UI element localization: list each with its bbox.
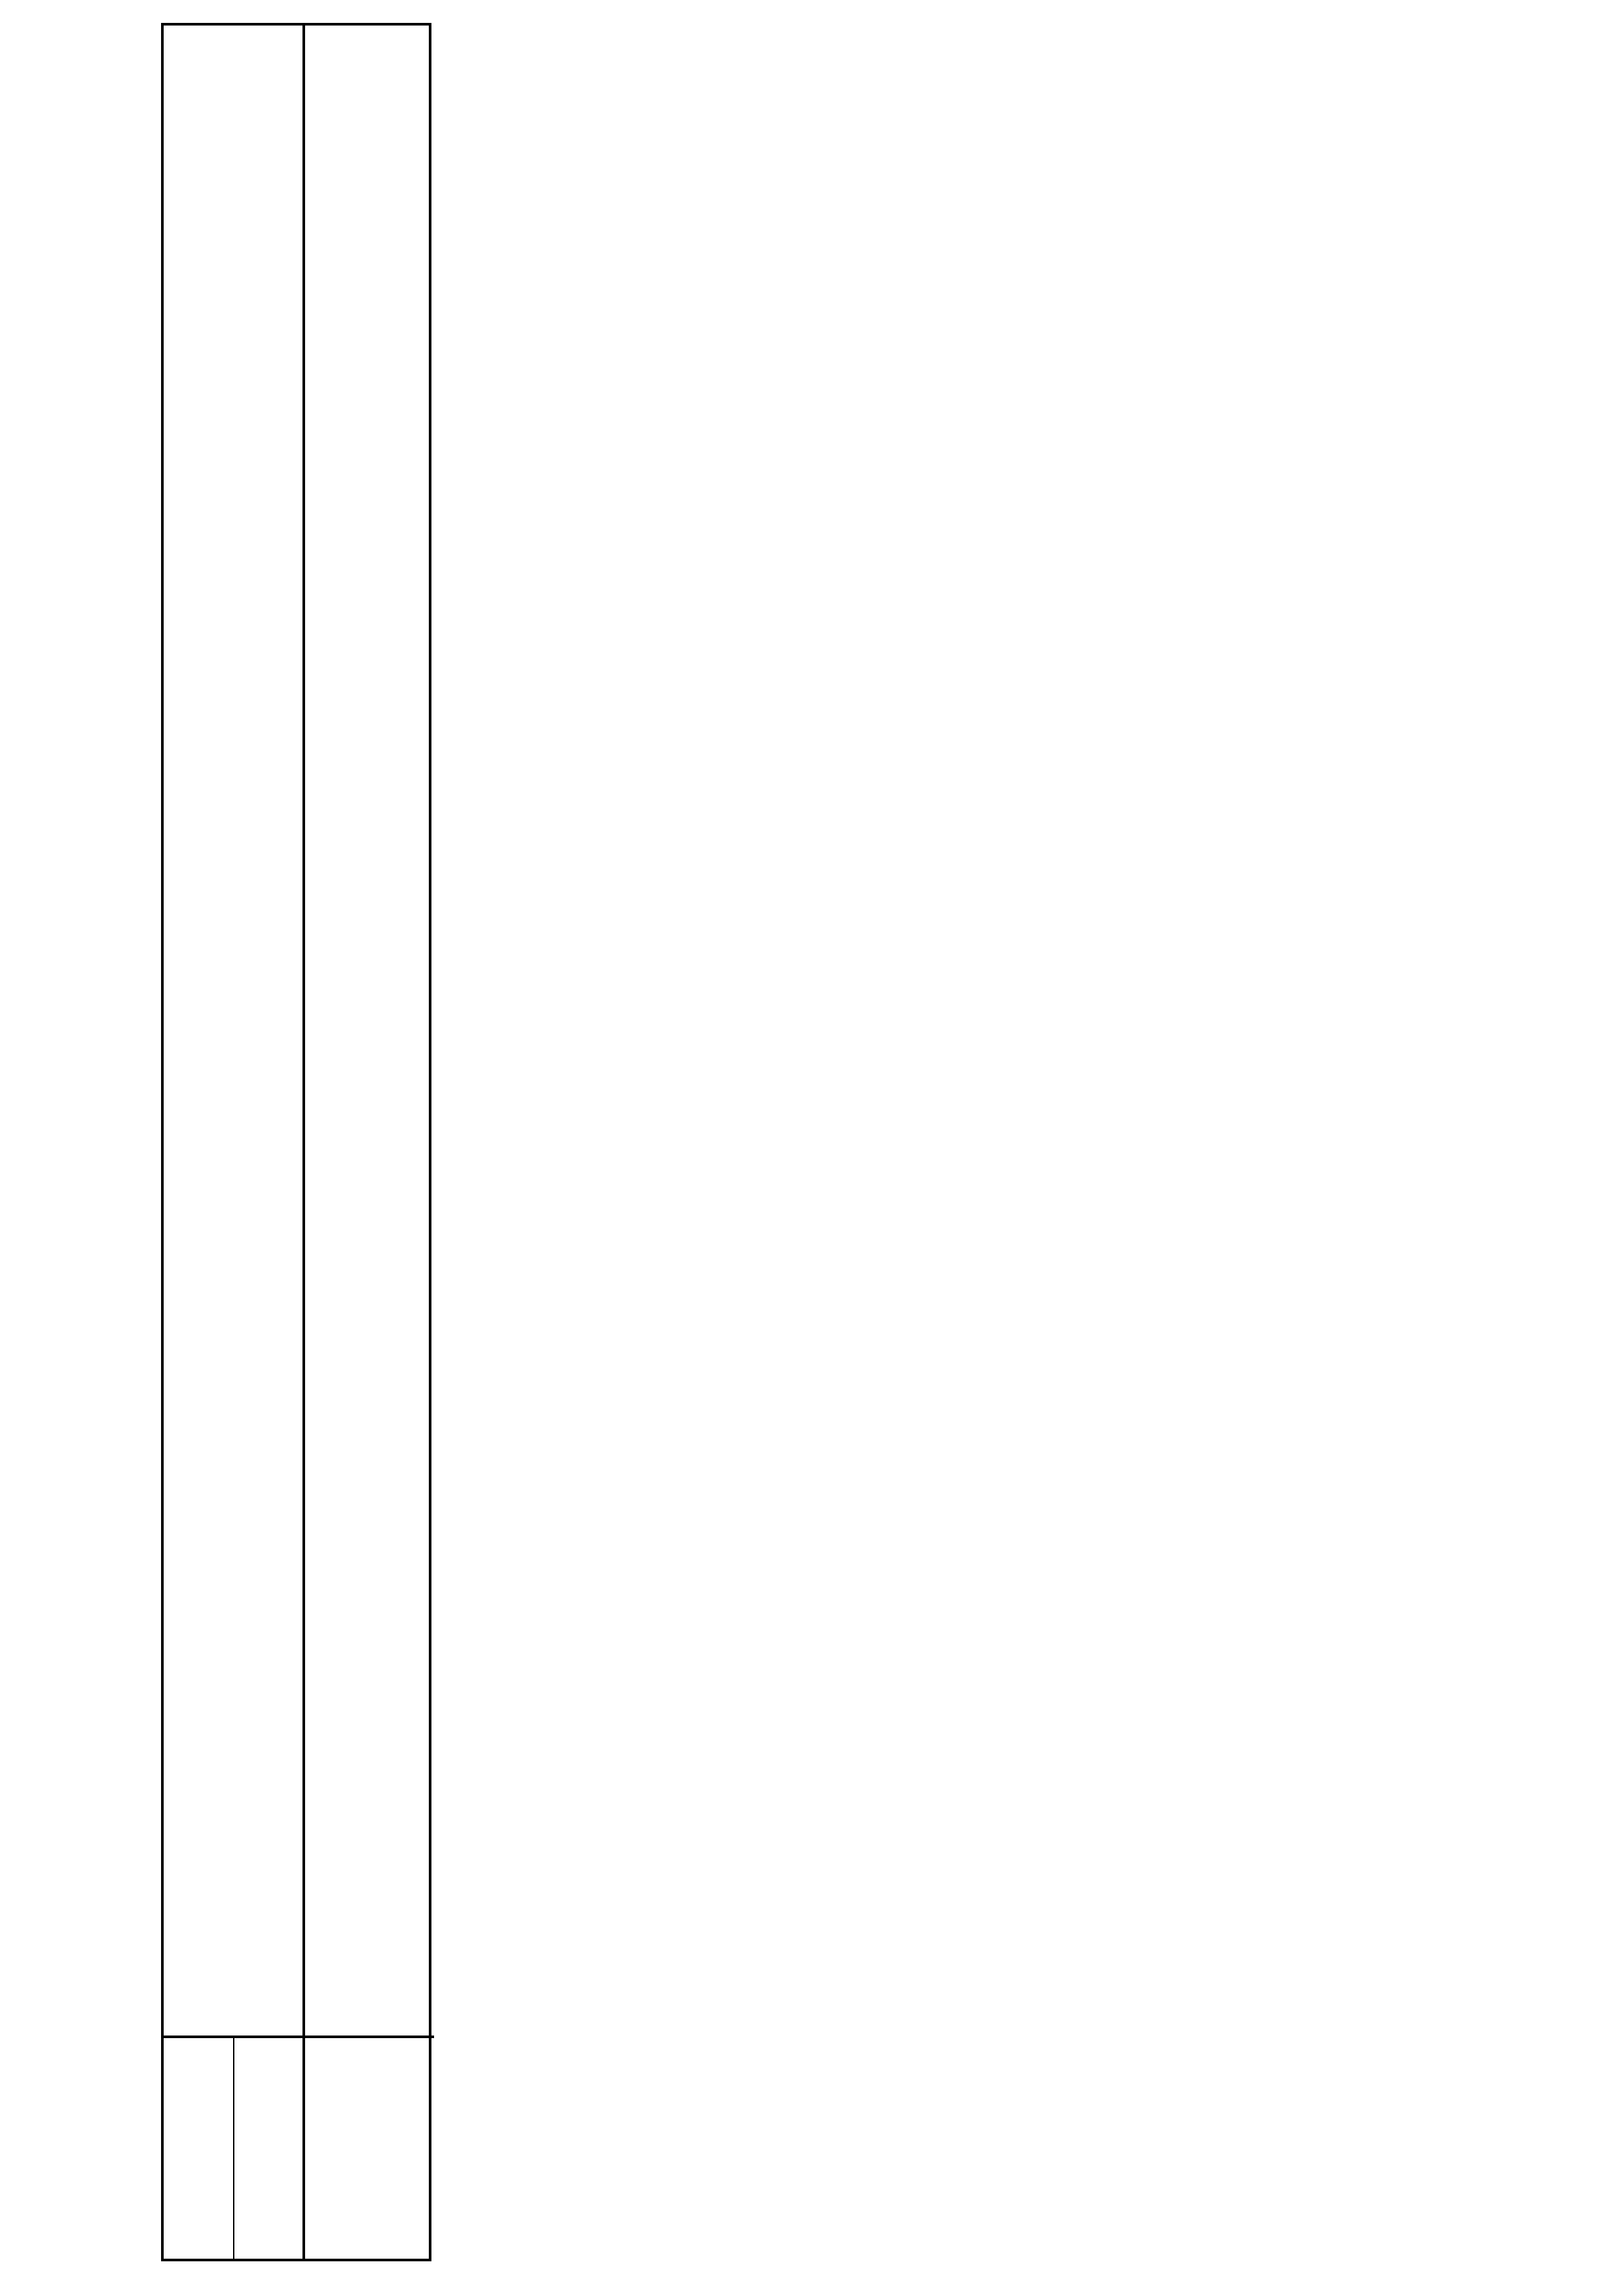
period-number-row [233, 2036, 302, 2259]
corner-cell-lower [234, 2036, 302, 2259]
row-label [302, 2036, 434, 2259]
timetable-grid [161, 23, 431, 2261]
timetable-slots [302, 23, 431, 2036]
corner-cell [164, 2036, 233, 2259]
day-header-row [164, 2036, 233, 2259]
